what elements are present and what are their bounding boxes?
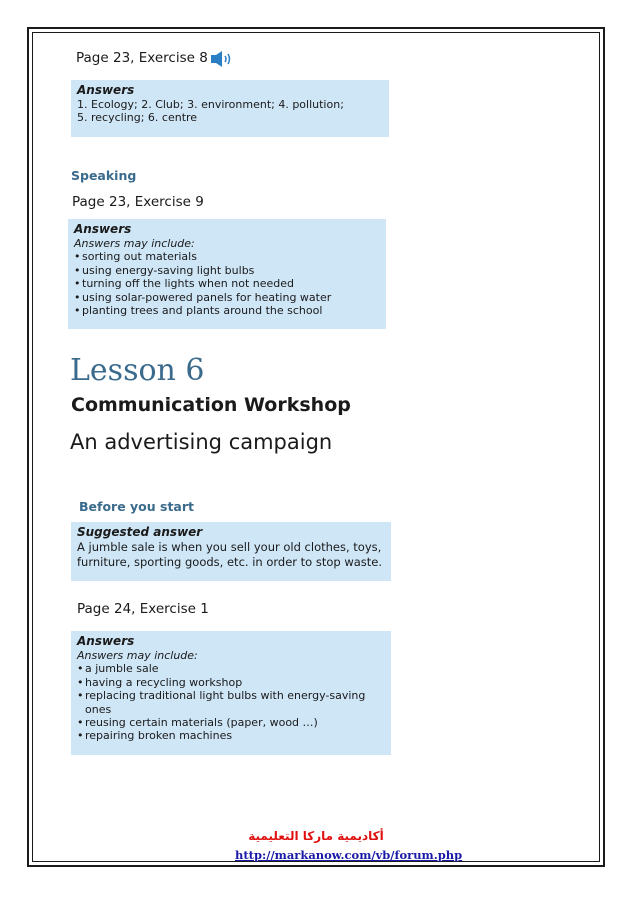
list-item: • planting trees and plants around the school bbox=[74, 304, 380, 317]
suggested-answer-text: A jumble sale is when you sell your old clothes, toys, furniture, sporting goods, etc. in order to stop waste. bbox=[77, 540, 383, 569]
lesson-topic: An advertising campaign bbox=[70, 430, 333, 454]
lesson-subtitle: Communication Workshop bbox=[71, 394, 351, 416]
list-item: • having a recycling workshop bbox=[77, 676, 385, 689]
list-item: • sorting out materials bbox=[74, 250, 380, 263]
answers-title: Answers bbox=[77, 83, 135, 97]
list-item: • replacing traditional light bulbs with energy-saving ones bbox=[77, 689, 385, 716]
answers-title: Answers bbox=[74, 222, 132, 236]
list-item: • using solar-powered panels for heating water bbox=[74, 291, 380, 304]
before-you-start-heading: Before you start bbox=[79, 499, 195, 514]
exercise-9-heading: Page 23, Exercise 9 bbox=[72, 194, 204, 210]
exercise-8-heading: Page 23, Exercise 8 bbox=[76, 50, 208, 66]
answers-subtitle: Answers may include: bbox=[74, 237, 195, 250]
list-item: • repairing broken machines bbox=[77, 729, 385, 742]
answers-title: Answers bbox=[77, 634, 135, 648]
forum-link[interactable]: http://markanow.com/vb/forum.php bbox=[235, 848, 463, 862]
exercise-9-answers-box bbox=[68, 219, 386, 329]
list-item: • reusing certain materials (paper, wood …) bbox=[77, 716, 385, 729]
suggested-answer-box bbox=[71, 522, 391, 581]
list-item: • a jumble sale bbox=[77, 662, 385, 675]
exercise-8-answers-box bbox=[71, 80, 389, 137]
academy-name: أكاديمية ماركا التعليمية bbox=[248, 829, 384, 843]
list-item: • using energy-saving light bulbs bbox=[74, 264, 380, 277]
speaking-heading: Speaking bbox=[71, 168, 137, 183]
answers-line-2: 5. recycling; 6. centre bbox=[77, 111, 198, 125]
speaker-icon[interactable] bbox=[210, 51, 234, 67]
answers-list bbox=[74, 250, 380, 317]
answers-line-1: 1. Ecology; 2. Club; 3. environment; 4. pollution; bbox=[77, 98, 344, 111]
answers-subtitle: Answers may include: bbox=[77, 649, 198, 662]
answers-list bbox=[77, 662, 385, 742]
list-item: • turning off the lights when not needed bbox=[74, 277, 380, 290]
exercise-1-answers-box bbox=[71, 631, 391, 755]
exercise-1-heading: Page 24, Exercise 1 bbox=[77, 601, 209, 617]
lesson-title: Lesson 6 bbox=[70, 353, 205, 388]
suggested-answer-title: Suggested answer bbox=[77, 525, 203, 539]
